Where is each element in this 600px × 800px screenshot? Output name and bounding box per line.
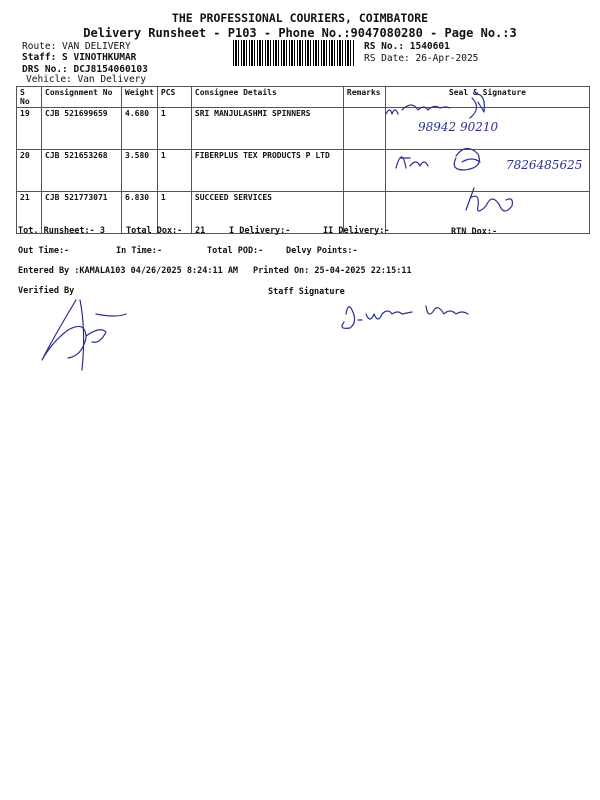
cell-sno: 19 [17,108,42,150]
verified-signature [36,296,136,382]
barcode [233,40,355,66]
cell-weight: 3.580 [122,150,158,192]
tot-runsheet: Tot. Runsheet:- 3 [18,226,105,236]
col-consignment: Consignment No [42,87,122,108]
staff-signature [336,298,476,334]
cell-consignment: CJB 521773071 [42,192,122,234]
printed-on: Printed On: 25-04-2025 22:15:11 [253,266,412,276]
phone-note-row-20: 7826485625 [506,158,583,172]
col-seal: Seal & Signature [385,87,589,108]
route-text: Route: VAN DELIVERY [22,41,131,52]
company-title: THE PROFESSIONAL COURIERS, COIMBATORE [171,11,429,25]
total-dox-label: Total Dox:- [126,226,183,236]
vehicle-text: Vehicle: Van Delivery [26,74,147,85]
cell-consignment: CJB 521699659 [42,108,122,150]
out-time: Out Time:- [18,246,70,256]
col-weight: Weight [122,87,158,108]
cell-weight: 4.680 [122,108,158,150]
signature-row-21 [460,184,530,218]
staff-signature-label: Staff Signature [268,287,345,297]
cell-consignee: FIBERPLUS TEX PRODUCTS P LTD [191,150,343,192]
cell-sno: 21 [17,192,42,234]
verified-by-label: Verified By [18,286,75,296]
entered-by: Entered By :KAMALA103 04/26/2025 8:24:11 AM [18,266,239,276]
rtn-dox: RTN Dox:- [451,227,498,237]
col-consignee: Consignee Details [191,87,343,108]
col-pcs: PCS [157,87,191,108]
cell-sno: 20 [17,150,42,192]
col-remarks: Remarks [343,87,385,108]
phone-note-row-19: 98942 90210 [418,120,499,134]
cell-consignment: CJB 521653268 [42,150,122,192]
drs-number: DRS No.: DCJ8154060103 [22,64,148,75]
cell-weight: 6.830 [122,192,158,234]
cell-pcs: 1 [157,192,191,234]
cell-consignee: SUCCEED SERVICES [191,192,343,234]
rs-number: RS No.: 1540601 [364,41,450,52]
i-delivery: I Delivery:- [229,226,291,236]
cell-pcs: 1 [157,150,191,192]
ii-delivery: II Delivery:- [323,226,390,236]
total-dox-value: 21 [195,226,206,236]
in-time: In Time:- [116,246,163,256]
cell-pcs: 1 [157,108,191,150]
col-sno: S No [17,87,42,108]
staff-text: Staff: S VINOTHKUMAR [22,52,137,63]
cell-remarks [343,150,385,192]
delvy-points: Delvy Points:- [286,246,358,256]
rs-date: RS Date: 26-Apr-2025 [364,53,479,64]
total-pod: Total POD:- [207,246,264,256]
runsheet-subtitle: Delivery Runsheet - P103 - Phone No.:9047080280 - Page No.:3 [83,26,517,40]
cell-consignee: SRI MANJULASHMI SPINNERS [191,108,343,150]
